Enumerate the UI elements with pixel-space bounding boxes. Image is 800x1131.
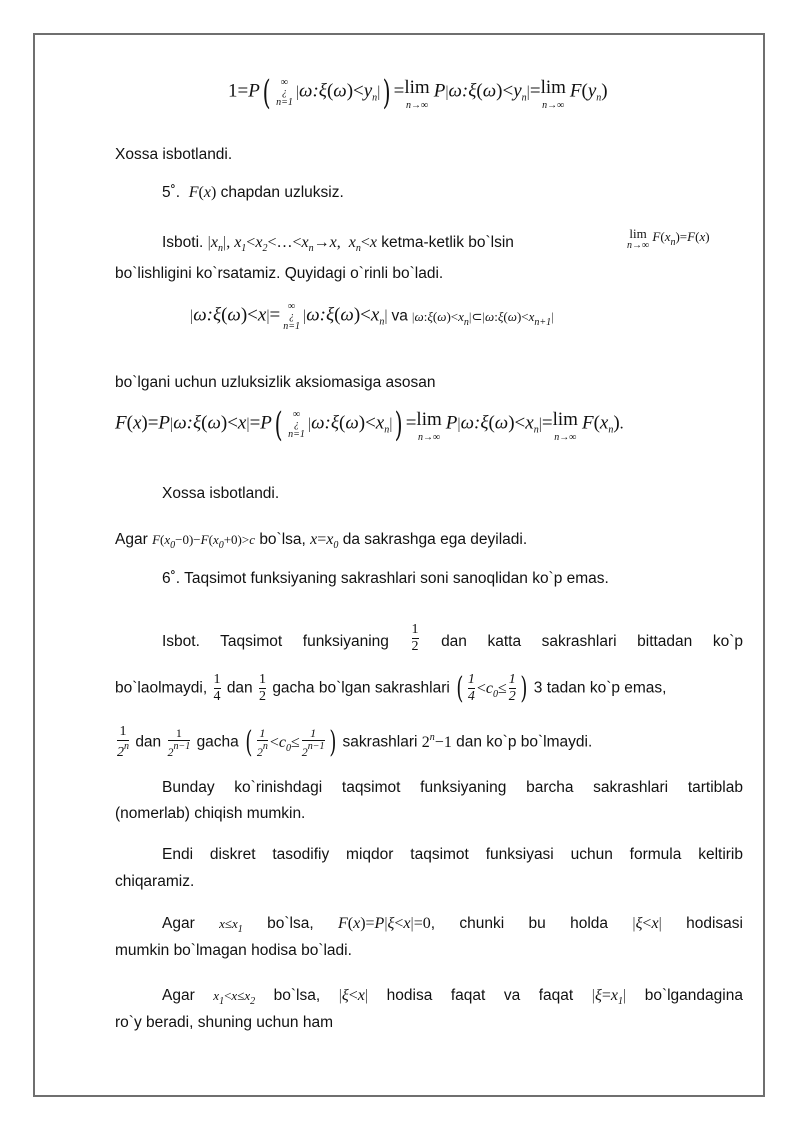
case1-line2: mumkin bo`lmagan hodisa bo`ladi. bbox=[115, 942, 352, 959]
text-continuity-axiom: bo`lgani uchun uzluksizlik aksiomasiga asosan bbox=[115, 374, 436, 391]
case1-bolsa: bo`lsa, bbox=[267, 915, 314, 932]
case2-bolsa: bo`lsa, bbox=[273, 987, 321, 1004]
proof-mid: ketma-ketlik bo`lsin bbox=[381, 234, 514, 251]
formula-x-le-x1: $x\le x_1$ bbox=[219, 916, 243, 935]
fraction-half-2: $\frac{1}{2}$ bbox=[259, 672, 266, 704]
proof-5-line1 bbox=[162, 226, 743, 259]
fraction-half: $\frac{1}{2}$ bbox=[411, 622, 419, 654]
proof-5-line2: bo`lishligini ko`rsatamiz. Quyidagi o`rinli bo`ladi. bbox=[115, 265, 444, 282]
fraction-quarter: $\frac{1}{4}$ bbox=[213, 672, 221, 704]
formula-interval-1: ( $\frac{1}{4}$ $<c_0\le$ $\frac{1}{2}$ ) bbox=[456, 670, 528, 706]
word-va: va bbox=[391, 307, 408, 325]
text-proof-done-2: Xossa isbotlandi. bbox=[162, 485, 280, 502]
formula-seq: $|x_n|$, $x_1<x_2<\dots<x_n\to x$, $x_n<x$ bbox=[207, 234, 377, 254]
property-5 bbox=[162, 183, 743, 203]
para-numbering-line2: (nomerlab) chiqish mumkin. bbox=[115, 805, 306, 822]
proof-lead: Isboti. bbox=[162, 234, 204, 251]
proof6-h: gacha bbox=[196, 733, 239, 751]
proof6-b: dan katta sakrashlari bittadan ko`p bbox=[441, 633, 743, 650]
proof-6-line2 bbox=[115, 672, 743, 708]
formula-xi-eq-x1: $|\xi=x_1|$ bbox=[591, 987, 627, 1007]
case1-chunki: , chunki bu holda bbox=[430, 915, 609, 932]
para-discrete-line1: Endi diskret tasodifiy miqdor taqsimot funksiyasi uchun formula keltirib bbox=[162, 846, 743, 863]
proof6-j: dan ko`p bo`lmaydi. bbox=[456, 733, 593, 751]
case1-line1 bbox=[162, 914, 743, 940]
formula-x-eq-x0: $x=x_0$ bbox=[310, 531, 339, 551]
case1-agar: Agar bbox=[162, 915, 195, 932]
proof6-a: Isbot. Taqsimot funksiyaning bbox=[162, 633, 389, 650]
formula-limit-y: 1=P( ∞ ¿ n=1 $|\omega:\xi(\omega)<y_n|$) = lim n→∞ $P|\omega:\xi(\omega)<y_n|=$ lim n→∞ $F(y_n)$ bbox=[228, 73, 608, 113]
case1-hodisasi: hodisasi bbox=[686, 915, 743, 932]
word-bolsa: bo`lsa, bbox=[259, 531, 306, 548]
text-proof-done-1: Xossa isbotlandi. bbox=[115, 146, 233, 163]
property-6: 6˚. Taqsimot funksiyaning sakrashlari soni sanoqlidan ko`p emas. bbox=[162, 570, 609, 587]
proof6-e: gacha bo`lgan sakrashlari bbox=[272, 679, 450, 697]
proof6-c: bo`laolmaydi, bbox=[115, 679, 208, 697]
formula-xi-lt-x: |ξ<x| bbox=[632, 915, 662, 932]
formula-limit-x: F(x)=P|ω:ξ(ω)<x|=P( ∞ ¿ n=1 $|\omega:\xi(\omega)<x_n|$) = lim n→∞ $P|\omega:\xi(\omega)<x_n|=$ lim n→∞ $F(x_n)$. bbox=[115, 405, 624, 445]
formula-limF: lim n→∞ $F(x_n)=F(x)$ bbox=[627, 226, 710, 251]
fraction-1-over-2n-1: $\frac{1}{2^{n-1}}$ bbox=[167, 726, 191, 759]
proof6-g: dan bbox=[135, 733, 162, 751]
formula-union-x: |ω:ξ(ω)<x|= ∞ ¿ n=1 $|\omega:\xi(\omega)<x_n|$ va $|\omega:\xi(\omega)<x_n|\subset|\omega:\xi(\omega)<x_{n+1}|$ bbox=[190, 301, 554, 332]
proof6-f: 3 tadan ko`p emas, bbox=[533, 679, 667, 697]
formula-2n-1: $2^n-1$ bbox=[421, 731, 452, 751]
proof6-i: sakrashlari bbox=[342, 733, 418, 751]
property-text: chapdan uzluksiz. bbox=[220, 184, 344, 201]
proof-6-line1 bbox=[162, 622, 743, 662]
formula-Fx: F(x) bbox=[188, 184, 217, 201]
word-agar: Agar bbox=[115, 531, 148, 548]
formula-xi-lt-x-2: |ξ<x| bbox=[338, 987, 369, 1004]
formula-interval-2: ( $\frac{1}{2^n}$ $<c_0\le$ $\frac{1}{2^{n-1}}$ ) bbox=[245, 724, 336, 760]
case2-agar: Agar bbox=[162, 987, 195, 1004]
jump-definition bbox=[115, 530, 743, 556]
case2-line2: ro`y beradi, shuning uchun ham bbox=[115, 1014, 333, 1031]
case2-line1 bbox=[162, 986, 743, 1012]
formula-jump: $F(x_0-0)-F(x_0+0)>c$ bbox=[152, 532, 255, 551]
proof-6-line3 bbox=[115, 724, 743, 760]
case2-faqat: hodisa faqat va faqat bbox=[386, 987, 574, 1004]
para-discrete-line2: chiqaramiz. bbox=[115, 873, 195, 890]
proof6-d: dan bbox=[226, 679, 253, 697]
para-numbering-line1: Bunday ko`rinishdagi taqsimot funksiyaning barcha sakrashlari tartiblab bbox=[162, 779, 743, 796]
formula-x1-x-x2: $x_1<x\le x_2$ bbox=[213, 988, 256, 1007]
jump-text: da sakrashga ega deyiladi. bbox=[342, 531, 528, 548]
case2-bolgandagina: bo`lgandagina bbox=[644, 987, 743, 1004]
formula-F-zero: F(x)=P|ξ<x|=0 bbox=[337, 915, 431, 932]
fraction-1-over-2n: $\frac{1}{2^n}$ bbox=[117, 724, 129, 760]
property-number: 5˚. bbox=[162, 184, 181, 201]
